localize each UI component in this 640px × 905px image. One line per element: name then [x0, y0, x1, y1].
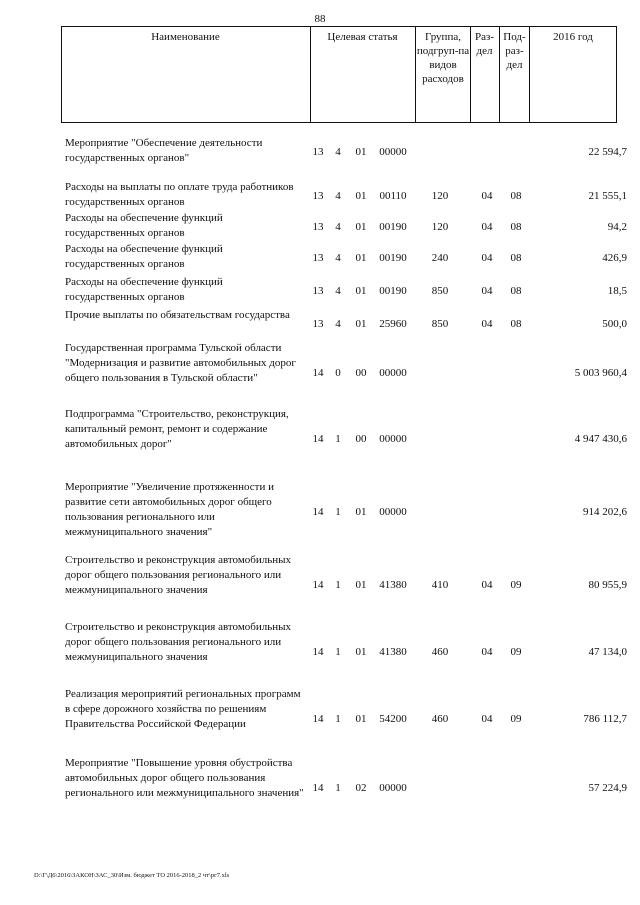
cell-c1: 14 — [312, 579, 324, 591]
page-number: 88 — [314, 13, 326, 25]
table-row — [0, 242, 640, 274]
cell-c1: 13 — [312, 318, 324, 330]
cell-c4: 00000 — [379, 506, 407, 518]
cell-amount: 18,5 — [607, 285, 627, 297]
cell-amount: 94,2 — [607, 221, 627, 233]
cell-c2: 1 — [335, 506, 341, 518]
cell-c4: 00000 — [379, 367, 407, 379]
cell-c2: 4 — [335, 318, 341, 330]
cell-c3: 02 — [355, 782, 367, 794]
cell-section: 04 — [481, 579, 493, 591]
cell-subsection: 08 — [510, 318, 522, 330]
table-row — [0, 480, 640, 544]
cell-c3: 01 — [355, 252, 367, 264]
row-name: Государственная программа Тульской области "Модернизация и развитие автомобильных дорог общего пользования в Тульской области" — [65, 342, 296, 384]
cell-subsection: 08 — [510, 190, 522, 202]
cell-subsection: 08 — [510, 252, 522, 264]
cell-section: 04 — [481, 221, 493, 233]
cell-group: 240 — [431, 252, 449, 264]
file-path: D:\Г\Д6\2016\ЗАКОН\ЗАС_30\Изм. бюджет ТО 2016-2018_2 чт\рг7.xls — [34, 872, 230, 879]
cell-section: 04 — [481, 252, 493, 264]
table-row — [0, 620, 640, 684]
cell-group: 410 — [431, 579, 449, 591]
cell-c2: 4 — [335, 146, 341, 158]
cell-c2: 1 — [335, 713, 341, 725]
cell-c4: 00000 — [379, 433, 407, 445]
cell-amount: 47 134,0 — [588, 646, 627, 658]
cell-c1: 13 — [312, 221, 324, 233]
cell-c4: 41380 — [379, 579, 407, 591]
cell-c1: 14 — [312, 433, 324, 445]
cell-c2: 4 — [335, 190, 341, 202]
header-subsection: Под-раз-дел — [503, 31, 526, 71]
cell-c3: 01 — [355, 318, 367, 330]
cell-subsection: 08 — [510, 285, 522, 297]
cell-c3: 00 — [355, 433, 367, 445]
cell-c3: 01 — [355, 221, 367, 233]
cell-section: 04 — [481, 285, 493, 297]
cell-amount: 80 955,9 — [588, 579, 627, 591]
cell-subsection: 09 — [510, 579, 522, 591]
cell-subsection: 09 — [510, 713, 522, 725]
cell-amount: 786 112,7 — [583, 713, 627, 725]
cell-group: 120 — [431, 190, 449, 202]
cell-c4: 54200 — [379, 713, 407, 725]
header-year: 2016 год — [553, 31, 593, 43]
cell-subsection: 09 — [510, 646, 522, 658]
cell-c1: 13 — [312, 285, 324, 297]
cell-c1: 14 — [312, 782, 324, 794]
cell-c2: 1 — [335, 579, 341, 591]
cell-group: 460 — [431, 713, 449, 725]
cell-c1: 14 — [312, 367, 324, 379]
cell-c2: 4 — [335, 221, 341, 233]
table-row — [0, 756, 640, 820]
cell-group: 120 — [431, 221, 449, 233]
row-name: Расходы на выплаты по оплате труда работников государственных органов — [65, 181, 294, 208]
cell-c2: 0 — [335, 367, 341, 379]
cell-c4: 41380 — [379, 646, 407, 658]
cell-c1: 13 — [312, 146, 324, 158]
header-target: Целевая статья — [327, 31, 398, 43]
cell-c1: 14 — [312, 506, 324, 518]
cell-c3: 01 — [355, 646, 367, 658]
table-row — [0, 553, 640, 617]
cell-c3: 01 — [355, 506, 367, 518]
table-row — [0, 687, 640, 751]
cell-amount: 22 594,7 — [588, 146, 627, 158]
cell-amount: 21 555,1 — [588, 190, 627, 202]
table-row — [0, 180, 640, 212]
cell-c2: 1 — [335, 646, 341, 658]
row-name: Расходы на обеспечение функций государственных органов — [65, 276, 223, 303]
cell-c2: 1 — [335, 433, 341, 445]
row-name: Мероприятие "Обеспечение деятельности государственных органов" — [65, 137, 263, 164]
cell-section: 04 — [481, 190, 493, 202]
table-row — [0, 341, 640, 405]
row-name: Строительство и реконструкция автомобильных дорог общего пользования регионального или межмуниципального значения — [65, 554, 292, 596]
cell-c1: 14 — [312, 646, 324, 658]
row-name: Подпрограмма "Строительство, реконструкция, капитальный ремонт, ремонт и содержание автомобильных дорог" — [65, 408, 289, 450]
cell-c2: 1 — [335, 782, 341, 794]
cell-c3: 01 — [355, 146, 367, 158]
cell-c1: 14 — [312, 713, 324, 725]
cell-section: 04 — [481, 318, 493, 330]
cell-c4: 00110 — [379, 190, 407, 202]
row-name: Расходы на обеспечение функций государственных органов — [65, 212, 223, 239]
cell-c3: 00 — [355, 367, 367, 379]
cell-amount: 4 947 430,6 — [574, 433, 627, 445]
cell-subsection: 08 — [510, 221, 522, 233]
cell-c4: 00190 — [379, 285, 407, 297]
row-name: Реализация мероприятий региональных программ в сфере дорожного хозяйства по решениям Правительства Российской Федерации — [65, 688, 301, 730]
row-name: Прочие выплаты по обязательствам государства — [65, 309, 290, 321]
cell-c3: 01 — [355, 190, 367, 202]
cell-amount: 5 003 960,4 — [574, 367, 627, 379]
table-row — [0, 211, 640, 243]
header-section: Раз-дел — [474, 31, 494, 57]
cell-group: 850 — [431, 318, 449, 330]
table-row — [0, 136, 640, 168]
table-row — [0, 407, 640, 471]
table-row — [0, 308, 640, 340]
row-name: Мероприятие "Повышение уровня обустройства автомобильных дорог общего пользования регионального или межмуниципального значения" — [65, 757, 304, 799]
cell-section: 04 — [481, 646, 493, 658]
cell-c3: 01 — [355, 579, 367, 591]
cell-c4: 25960 — [379, 318, 407, 330]
row-name: Строительство и реконструкция автомобильных дорог общего пользования регионального или межмуниципального значения — [65, 621, 292, 663]
header-name: Наименование — [151, 31, 220, 43]
cell-c4: 00000 — [379, 782, 407, 794]
table-row — [0, 275, 640, 307]
cell-c4: 00000 — [379, 146, 407, 158]
cell-amount: 57 224,9 — [588, 782, 627, 794]
cell-group: 850 — [431, 285, 449, 297]
table-header — [61, 26, 617, 123]
cell-amount: 426,9 — [602, 252, 627, 264]
cell-c4: 00190 — [379, 252, 407, 264]
cell-c4: 00190 — [379, 221, 407, 233]
cell-c2: 4 — [335, 285, 341, 297]
cell-amount: 500,0 — [602, 318, 627, 330]
row-name: Расходы на обеспечение функций государственных органов — [65, 243, 223, 270]
cell-amount: 914 202,6 — [583, 506, 627, 518]
cell-c3: 01 — [355, 713, 367, 725]
header-group: Группа, подгруп-па видов расходов — [416, 31, 470, 85]
cell-section: 04 — [481, 713, 493, 725]
cell-c1: 13 — [312, 252, 324, 264]
row-name: Мероприятие "Увеличение протяженности и развитие сети автомобильных дорог общего пользования регионального или межмуниципального значения" — [65, 481, 274, 538]
cell-c2: 4 — [335, 252, 341, 264]
cell-group: 460 — [431, 646, 449, 658]
cell-c1: 13 — [312, 190, 324, 202]
cell-c3: 01 — [355, 285, 367, 297]
